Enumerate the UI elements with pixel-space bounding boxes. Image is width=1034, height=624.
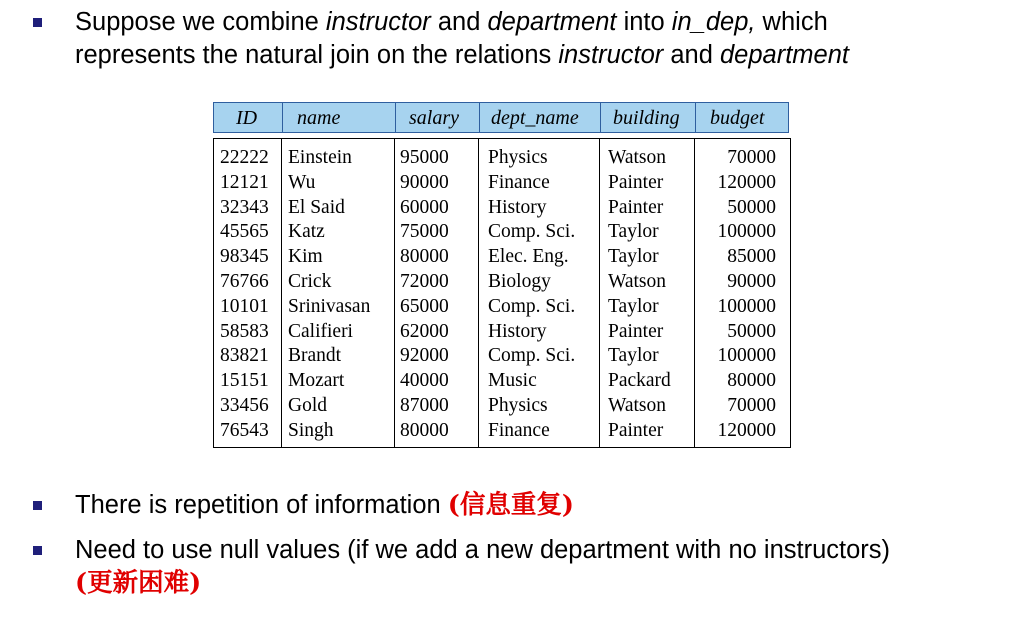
cell-salary: 87000 [400, 395, 449, 416]
cell-budget: 120000 [717, 171, 776, 193]
header-name: name [282, 103, 395, 132]
text-segment: There is repetition of information [75, 491, 448, 519]
cell-budget: 85000 [727, 246, 776, 268]
cell-id: 83821 [220, 345, 269, 367]
text-segment: and [430, 8, 488, 36]
cell-building: Taylor [608, 295, 659, 317]
cell-building: Taylor [608, 345, 659, 367]
text-segment: and [663, 41, 720, 69]
text-segment: department [719, 41, 849, 69]
text-segment: Suppose we combine [75, 8, 326, 36]
cell-id: 12121 [220, 171, 269, 193]
cell-name: Mozart [288, 370, 345, 392]
cell-building: Taylor [608, 246, 659, 268]
header-id: ID [236, 107, 258, 129]
cell-salary: 72000 [400, 271, 449, 292]
cell-name: Califieri [288, 320, 353, 342]
cell-dept-name: Music [488, 370, 537, 392]
cell-id: 32343 [220, 196, 269, 218]
table-body [213, 138, 791, 448]
cell-dept-name: Physics [488, 147, 548, 168]
cell-salary: 65000 [400, 295, 449, 317]
intro-text [75, 6, 1025, 72]
cell-salary: 75000 [400, 221, 449, 243]
cell-dept-name: Finance [488, 419, 550, 441]
column-divider [599, 139, 600, 447]
cell-budget: 70000 [727, 147, 776, 168]
cell-name: Gold [288, 395, 327, 416]
cell-salary: 40000 [400, 370, 449, 392]
cell-budget: 120000 [717, 419, 776, 441]
cell-salary: 80000 [400, 246, 449, 268]
cell-name: El Said [288, 196, 345, 218]
cell-name: Kim [288, 246, 323, 268]
header-salary: salary [395, 103, 479, 132]
null-values-text [75, 534, 1025, 600]
cell-budget: 50000 [727, 196, 776, 218]
cell-budget: 90000 [727, 271, 776, 292]
cell-budget: 100000 [717, 345, 776, 367]
cell-building: Taylor [608, 221, 659, 243]
cell-dept-name: History [488, 196, 547, 218]
cell-building: Painter [608, 419, 664, 441]
table-header [213, 102, 789, 133]
cell-salary: 80000 [400, 419, 449, 441]
column-divider [394, 139, 395, 447]
header-budget: budget [695, 103, 789, 132]
repetition-text [75, 489, 1025, 522]
cell-salary: 95000 [400, 147, 449, 168]
cell-id: 15151 [220, 370, 269, 392]
text-segment: instructor [325, 8, 431, 36]
text-segment: into [616, 8, 672, 36]
cell-budget: 80000 [727, 370, 776, 392]
bullet-square-icon [33, 546, 42, 555]
cell-dept-name: Finance [488, 171, 550, 193]
cell-dept-name: History [488, 320, 547, 342]
cell-budget: 50000 [727, 320, 776, 342]
text-segment: Need to use null values (if we add a new department with no instructors) [75, 536, 891, 564]
cell-dept-name: Physics [488, 395, 548, 416]
column-divider [478, 139, 479, 447]
bullet-square-icon [33, 18, 42, 27]
text-segment: represents the natural join on the relations [75, 41, 559, 69]
cell-building: Watson [608, 271, 667, 292]
text-segment: which [755, 8, 828, 36]
cell-dept-name: Comp. Sci. [488, 345, 576, 367]
cell-building: Watson [608, 395, 667, 416]
chinese-note: (更新困难) [75, 568, 202, 598]
cell-budget: 70000 [727, 395, 776, 416]
cell-id: 45565 [220, 221, 269, 243]
header-building: building [600, 103, 695, 132]
cell-building: Painter [608, 171, 664, 193]
chinese-note: (信息重复) [447, 490, 574, 520]
cell-name: Einstein [288, 147, 352, 168]
cell-building: Watson [608, 147, 667, 168]
header-dept-name: dept_name [479, 103, 600, 132]
cell-id: 10101 [220, 295, 269, 317]
cell-budget: 100000 [717, 221, 776, 243]
cell-name: Katz [288, 221, 325, 243]
cell-name: Crick [288, 271, 332, 292]
cell-id: 76543 [220, 419, 269, 441]
cell-id: 22222 [220, 147, 269, 168]
cell-budget: 100000 [717, 295, 776, 317]
cell-dept-name: Comp. Sci. [488, 295, 576, 317]
cell-name: Srinivasan [288, 295, 371, 317]
cell-salary: 90000 [400, 171, 449, 193]
cell-dept-name: Elec. Eng. [488, 246, 569, 268]
text-segment: instructor [558, 41, 664, 69]
cell-id: 58583 [220, 320, 269, 342]
cell-building: Packard [608, 370, 671, 392]
text-segment: department [487, 8, 617, 36]
text-segment: in_dep, [671, 8, 756, 36]
cell-dept-name: Comp. Sci. [488, 221, 576, 243]
cell-salary: 92000 [400, 345, 449, 367]
cell-salary: 60000 [400, 196, 449, 218]
bullet-square-icon [33, 501, 42, 510]
cell-name: Wu [288, 171, 316, 193]
cell-salary: 62000 [400, 320, 449, 342]
cell-name: Singh [288, 419, 334, 441]
cell-dept-name: Biology [488, 271, 551, 292]
column-divider [281, 139, 282, 447]
cell-building: Painter [608, 320, 664, 342]
cell-id: 33456 [220, 395, 269, 416]
cell-id: 98345 [220, 246, 269, 268]
cell-name: Brandt [288, 345, 342, 367]
cell-id: 76766 [220, 271, 269, 292]
cell-building: Painter [608, 196, 664, 218]
